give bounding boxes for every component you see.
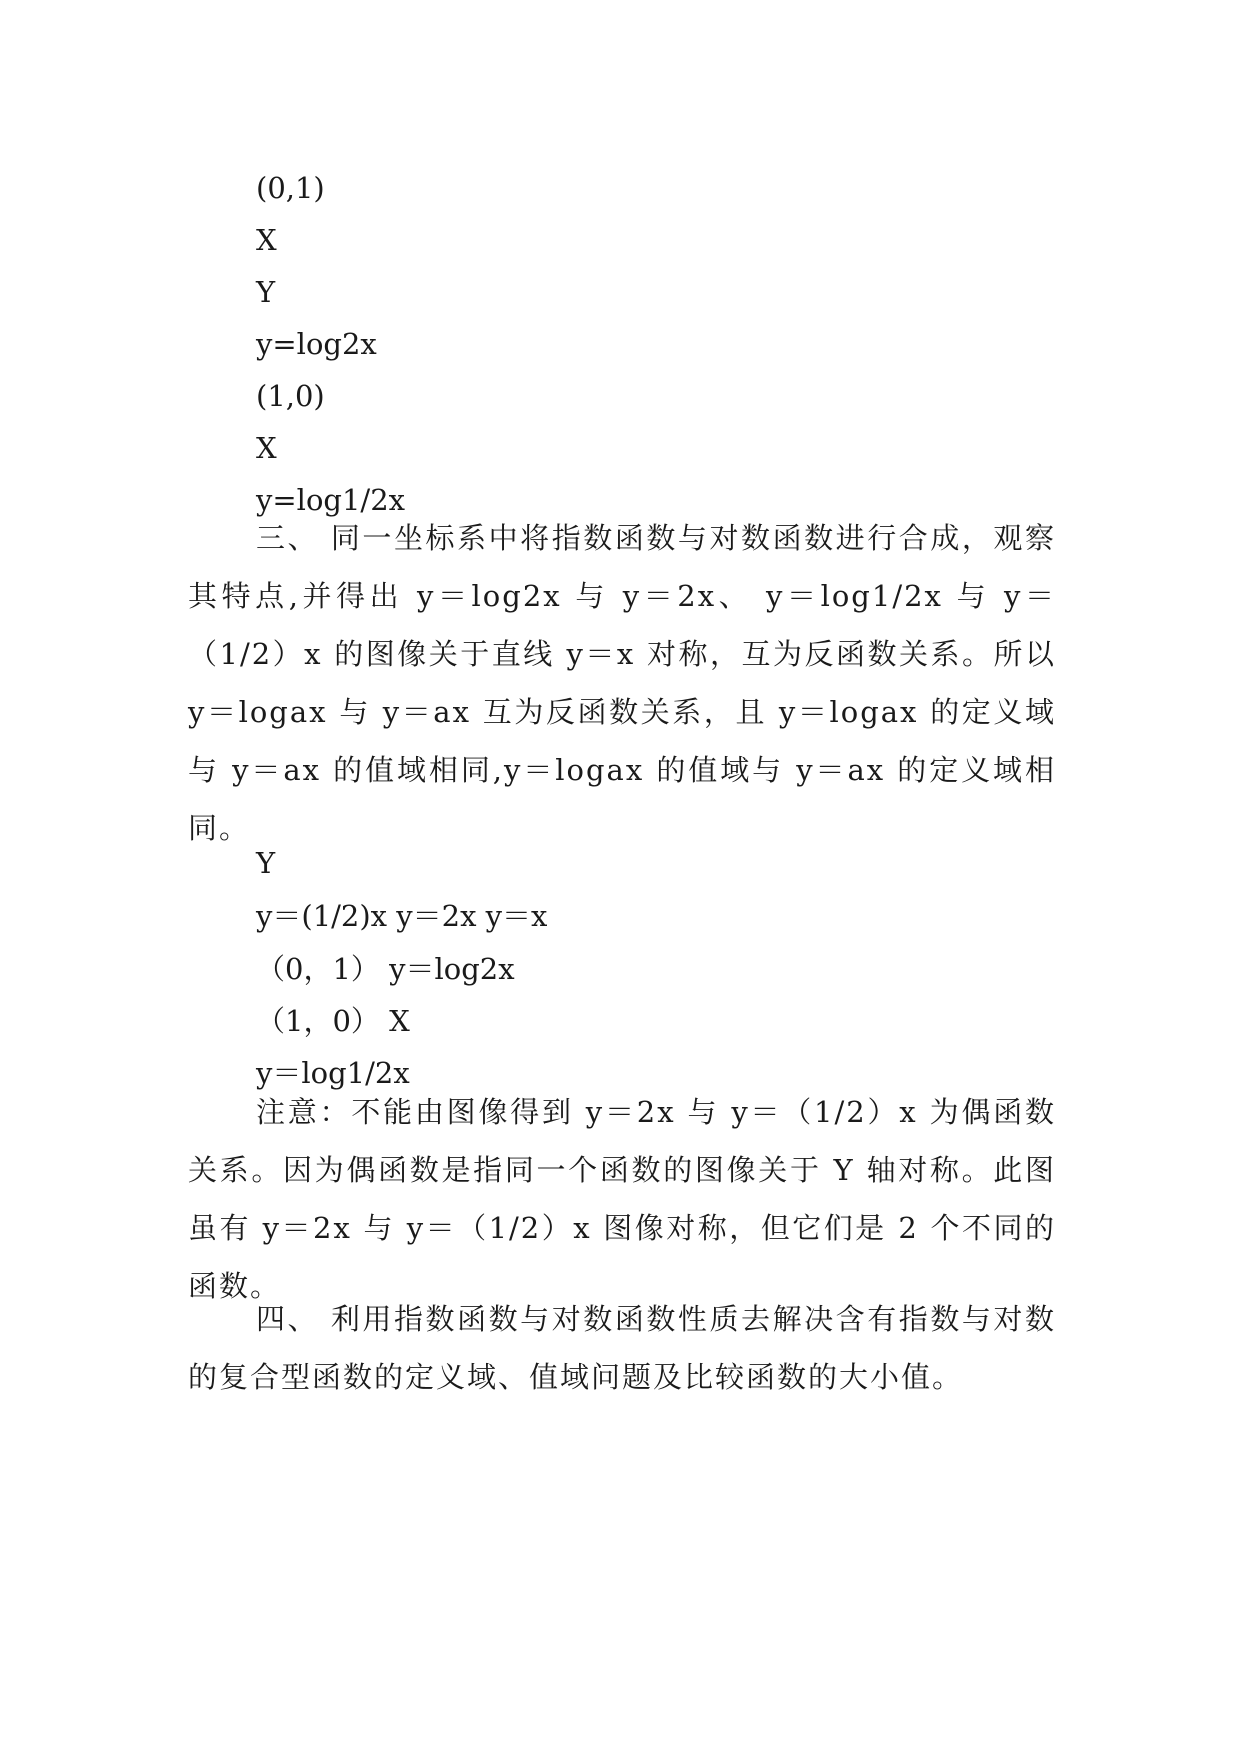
graph2-label-log-half-x: y＝log1/2x (256, 1056, 410, 1090)
section-three-paragraph: 三、 同一坐标系中将指数函数与对数函数进行合成，观察其特点,并得出 y＝log2x 与 y＝2x、 y＝log1/2x 与 y＝（1/2）x 的图像关于直线 y＝x 对称，互为反函数关系。所以 y＝logax 与 y＝ax 互为反函数关系，且 y＝logax 的定义域与 y＝ax 的值域相同,y＝logax 的值域与 y＝ax 的定义域相同。 (188, 521, 1056, 845)
graph-label-log2x: y=log2x (256, 327, 377, 361)
graph-label-point-0-1: (0,1) (256, 171, 325, 205)
graph2-label-functions: y＝(1/2)x y＝2x y＝x (256, 899, 548, 933)
graph-label-x-axis: X (256, 223, 277, 257)
graph-label-x-axis-2: X (256, 431, 277, 465)
graph-label-point-1-0: (1,0) (256, 379, 325, 413)
graph-label-y-axis: Y (256, 275, 276, 309)
note-paragraph: 注意：不能由图像得到 y＝2x 与 y＝（1/2）x 为偶函数关系。因为偶函数是指同一个函数的图像关于 Y 轴对称。此图虽有 y＝2x 与 y＝（1/2）x 图像对称，但它们是 2 个不同的函数。 (188, 1095, 1056, 1303)
graph2-label-point-1-0: （1，0） X (256, 1004, 410, 1038)
graph-label-log-half-x: y=log1/2x (256, 483, 406, 517)
section-four-paragraph: 四、 利用指数函数与对数函数性质去解决含有指数与对数的复合型函数的定义域、值域问题及比较函数的大小值。 (188, 1302, 1056, 1394)
graph2-label-point-0-1: （0，1） y＝log2x (256, 952, 515, 986)
graph2-label-y-axis: Y (256, 846, 276, 880)
